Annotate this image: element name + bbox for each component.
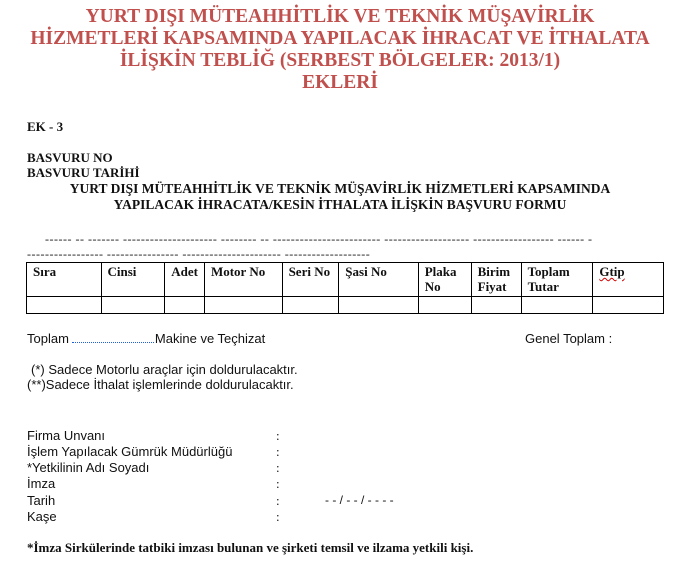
column-header-birim-fiyat: Birim Fiyat bbox=[471, 263, 521, 297]
field-label-authorized-person: *Yetkilinin Adı Soyadı bbox=[27, 460, 150, 475]
form-title bbox=[0, 181, 680, 213]
table-cell[interactable] bbox=[471, 297, 521, 314]
table-header-row bbox=[27, 263, 664, 297]
document-title bbox=[0, 6, 680, 94]
total-machinery-line bbox=[27, 331, 265, 346]
table-cell[interactable] bbox=[521, 297, 593, 314]
title-line: İLİŞKİN TEBLİĞ (SERBEST BÖLGELER: 2013/1) bbox=[119, 50, 561, 71]
table-row bbox=[27, 297, 664, 314]
annex-label: EK - 3 bbox=[27, 119, 64, 134]
title-line: HİZMETLERİ KAPSAMINDA YAPILACAK İHRACAT VE İTHALATA bbox=[30, 28, 650, 49]
table-cell[interactable] bbox=[593, 297, 664, 314]
application-date-label: BASVURU TARİHİ bbox=[27, 165, 140, 180]
title-line: EKLERİ bbox=[302, 72, 378, 93]
application-number-label: BASVURU NO bbox=[27, 150, 113, 165]
note-import-only: (**)Sadece İthalat işlemlerinde doldurulacaktır. bbox=[27, 377, 294, 392]
note-motor-vehicles: (*) Sadece Motorlu araçlar için doldurulacaktır. bbox=[31, 362, 298, 377]
column-header-motor-no: Motor No bbox=[204, 263, 282, 297]
field-colon: : bbox=[276, 509, 280, 524]
column-header-adet: Adet bbox=[165, 263, 205, 297]
table-cell[interactable] bbox=[204, 297, 282, 314]
field-label-stamp: Kaşe bbox=[27, 509, 57, 524]
column-header-plaka-no: Plaka No bbox=[418, 263, 471, 297]
footer-note: *İmza Sirkülerinde tatbiki imzası bulunan ve şirketi temsil ve ilzama yetkili kişi. bbox=[27, 540, 474, 555]
field-label-customs-office: İşlem Yapılacak Gümrük Müdürlüğü bbox=[27, 444, 233, 459]
table-cell[interactable] bbox=[27, 297, 102, 314]
table-cell[interactable] bbox=[101, 297, 165, 314]
column-header-cinsi: Cinsi bbox=[101, 263, 165, 297]
column-header-sasi-no: Şasi No bbox=[339, 263, 418, 297]
column-header-sira: Sıra bbox=[27, 263, 102, 297]
separator-line: ----------------- ---------------- ---------------------- ------------------- bbox=[27, 247, 371, 261]
title-line: YURT DIŞI MÜTEAHHİTLİK VE TEKNİK MÜŞAVİRLİK bbox=[85, 6, 595, 27]
goods-table bbox=[26, 262, 664, 314]
table-cell[interactable] bbox=[418, 297, 471, 314]
table-cell[interactable] bbox=[282, 297, 339, 314]
field-colon: : bbox=[276, 476, 280, 491]
field-label-date: Tarih bbox=[27, 493, 56, 508]
date-placeholder[interactable]: - - / - - / - - - - bbox=[325, 493, 394, 507]
form-title-line: YAPILACAK İHRACATA/KESİN İTHALATA İLİŞKİN BAŞVURU FORMU bbox=[113, 197, 567, 212]
table-cell[interactable] bbox=[339, 297, 418, 314]
field-label-company: Firma Unvanı bbox=[27, 428, 106, 443]
field-colon: : bbox=[276, 428, 280, 443]
column-header-seri-no: Seri No bbox=[282, 263, 339, 297]
separator-line: ------ -- ------- --------------------- -------- -- ------------------------ ------------------- ------------------ ------ - bbox=[45, 232, 593, 246]
gtip-label: Gtip bbox=[599, 264, 625, 279]
table-cell[interactable] bbox=[165, 297, 205, 314]
field-colon: : bbox=[276, 444, 280, 459]
field-colon: : bbox=[276, 493, 280, 508]
form-title-line: YURT DIŞI MÜTEAHHİTLİK VE TEKNİK MÜŞAVİRLİK HİZMETLERİ KAPSAMINDA bbox=[69, 181, 611, 196]
column-header-gtip bbox=[593, 263, 664, 297]
field-colon: : bbox=[276, 460, 280, 475]
grand-total-label: Genel Toplam : bbox=[525, 331, 613, 346]
total-blank[interactable] bbox=[72, 336, 154, 343]
total-suffix: Makine ve Teçhizat bbox=[154, 331, 266, 346]
field-label-signature: İmza bbox=[27, 476, 56, 491]
total-prefix: Toplam bbox=[27, 331, 69, 346]
column-header-toplam-tutar: Toplam Tutar bbox=[521, 263, 593, 297]
